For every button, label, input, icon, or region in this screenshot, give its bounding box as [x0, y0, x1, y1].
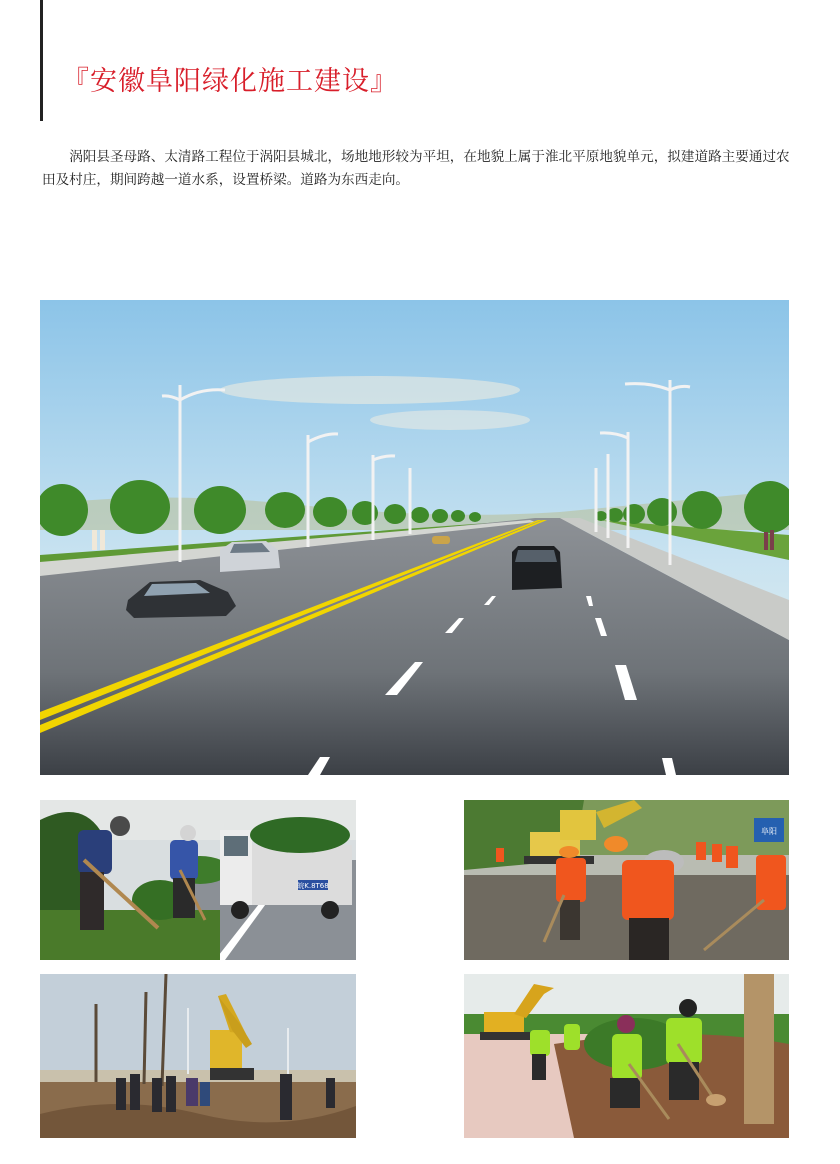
page-title: 『安徽阜阳绿化施工建设』	[62, 66, 398, 97]
truck-plate: 皖K.8T68	[297, 882, 329, 890]
road-rendering-photo	[40, 300, 789, 775]
roadside-planting-photo	[40, 800, 356, 960]
intro-paragraph: 涡阳县圣母路、太清路工程位于涡阳县城北，场地地形较为平坦，在地貌上属于淮北平原地貌单元，拟建道路主要通过农田及村庄，期间跨越一道水系，设置桥梁。道路为东西走向。	[42, 149, 790, 188]
tree-planting-photo	[40, 974, 356, 1138]
road-crew-photo	[464, 800, 789, 960]
shrub-planting-photo	[464, 974, 789, 1138]
sign-text: 阜阳	[761, 827, 777, 836]
header-accent-bar	[40, 0, 43, 121]
